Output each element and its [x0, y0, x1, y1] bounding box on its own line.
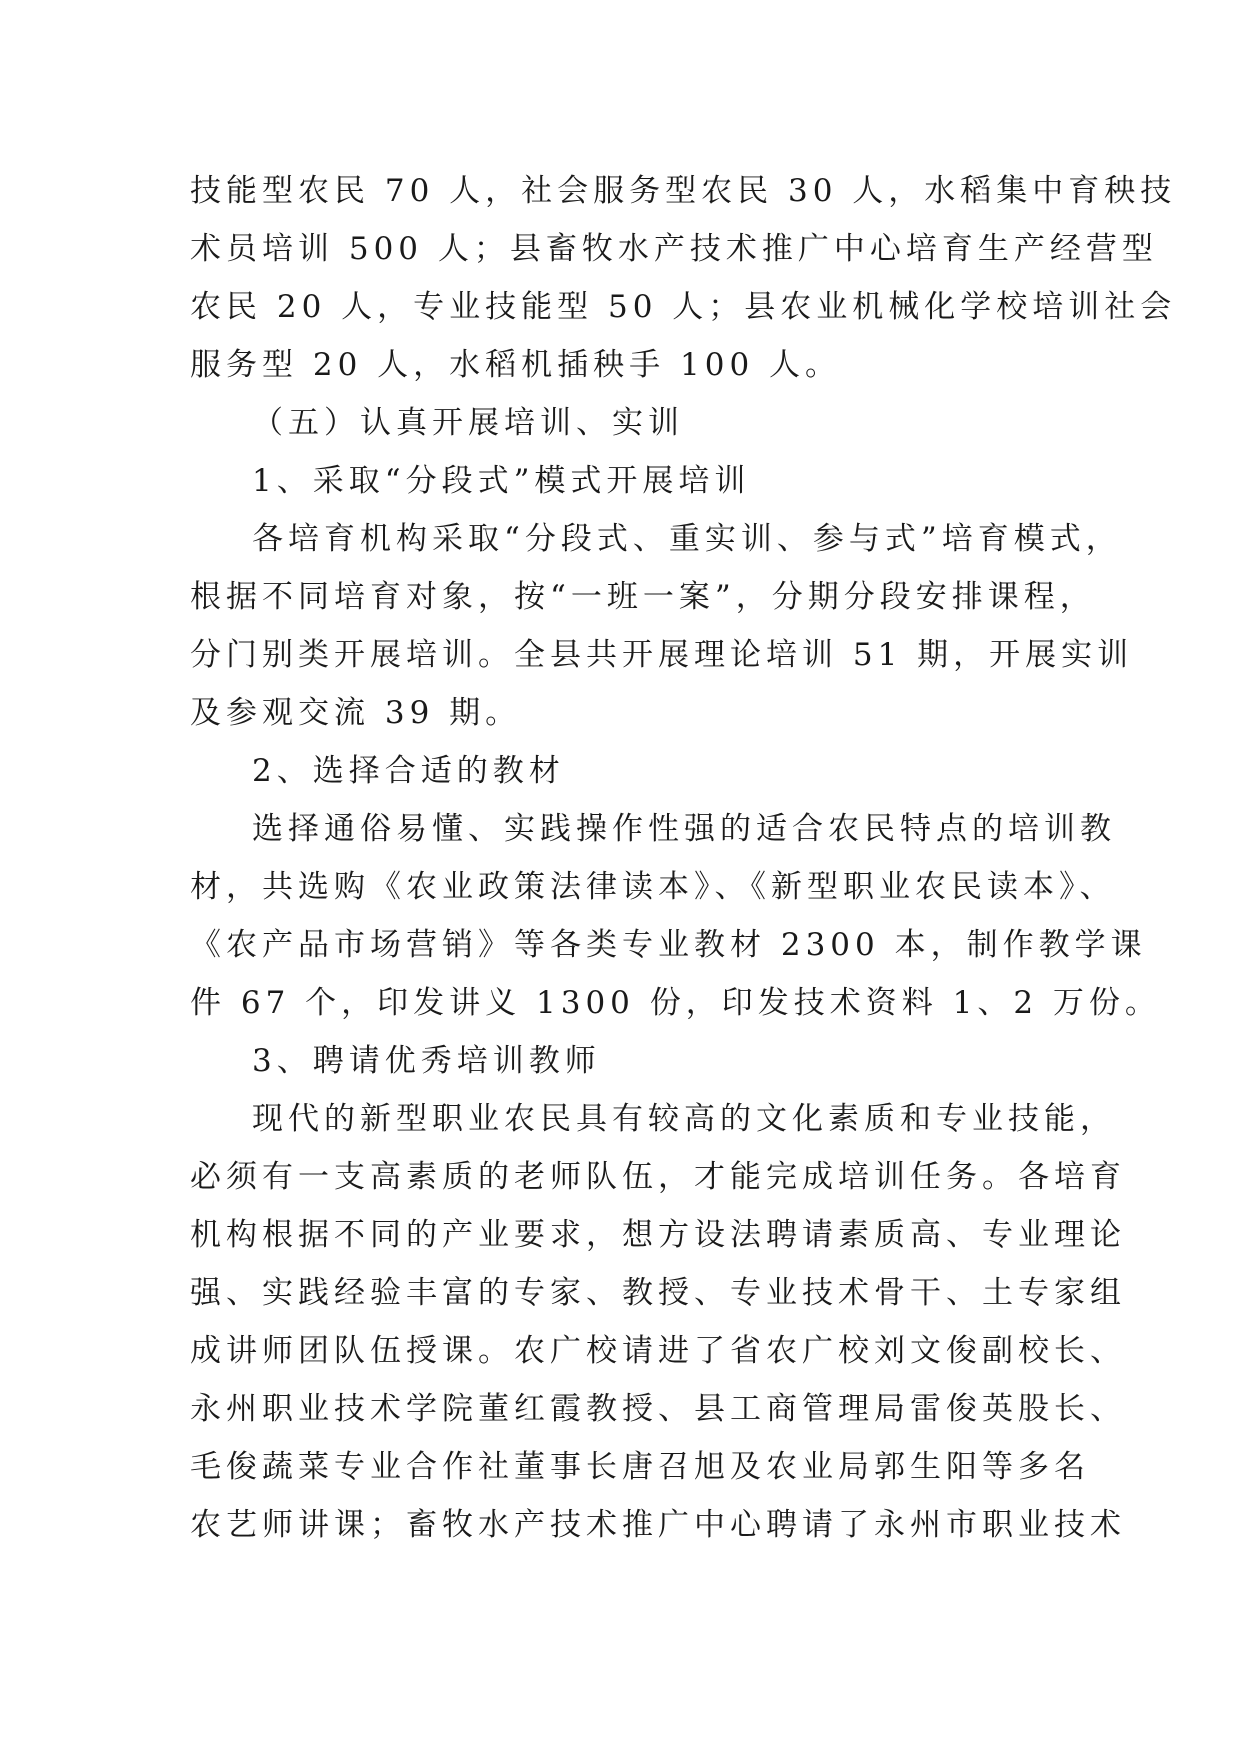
text-line: 术员培训 500 人；县畜牧水产技术推广中心培育生产经营型 — [190, 231, 1158, 267]
document-body — [190, 162, 1177, 1554]
paragraph-first-line: 选择通俗易懂、实践操作性强的适合农民特点的培训教 — [252, 811, 1116, 847]
text-line: 根据不同培育对象，按“一班一案”，分期分段安排课程， — [190, 579, 1096, 615]
text-line: 技能型农民 70 人，社会服务型农民 30 人，水稻集中育秧技 — [190, 173, 1177, 209]
text-line: 分门别类开展培训。全县共开展理论培训 51 期，开展实训 — [190, 637, 1134, 673]
text-line: 机构根据不同的产业要求，想方设法聘请素质高、专业理论 — [190, 1217, 1126, 1253]
text-line: 农民 20 人，专业技能型 50 人；县农业机械化学校培训社会 — [190, 289, 1177, 325]
text-line: 强、实践经验丰富的专家、教授、专业技术骨干、土专家组 — [190, 1275, 1126, 1311]
subsection-heading: 1、采取“分段式”模式开展培训 — [252, 463, 751, 499]
text-line: 成讲师团队伍授课。农广校请进了省农广校刘文俊副校长、 — [190, 1333, 1126, 1369]
text-line: 服务型 20 人，水稻机插秧手 100 人。 — [190, 347, 842, 383]
text-line: 农艺师讲课；畜牧水产技术推广中心聘请了永州市职业技术 — [190, 1507, 1126, 1543]
text-line: 毛俊蔬菜专业合作社董事长唐召旭及农业局郭生阳等多名 — [190, 1449, 1090, 1485]
section-heading: （五）认真开展培训、实训 — [252, 405, 684, 441]
text-line: 《农产品市场营销》等各类专业教材 2300 本，制作教学课 — [190, 927, 1147, 963]
text-line: 材，共选购《农业政策法律读本》、《新型职业农民读本》、 — [190, 869, 1116, 905]
paragraph-first-line: 各培育机构采取“分段式、重实训、参与式”培育模式， — [252, 521, 1122, 557]
text-line: 及参观交流 39 期。 — [190, 695, 522, 731]
text-line: 件 67 个，印发讲义 1300 份，印发技术资料 1、2 万份。 — [190, 985, 1161, 1021]
subsection-heading: 3、聘请优秀培训教师 — [252, 1043, 601, 1079]
paragraph-first-line: 现代的新型职业农民具有较高的文化素质和专业技能， — [252, 1101, 1116, 1137]
text-line: 必须有一支高素质的老师队伍，才能完成培训任务。各培育 — [190, 1159, 1126, 1195]
subsection-heading: 2、选择合适的教材 — [252, 753, 565, 789]
text-line: 永州职业技术学院董红霞教授、县工商管理局雷俊英股长、 — [190, 1391, 1126, 1427]
